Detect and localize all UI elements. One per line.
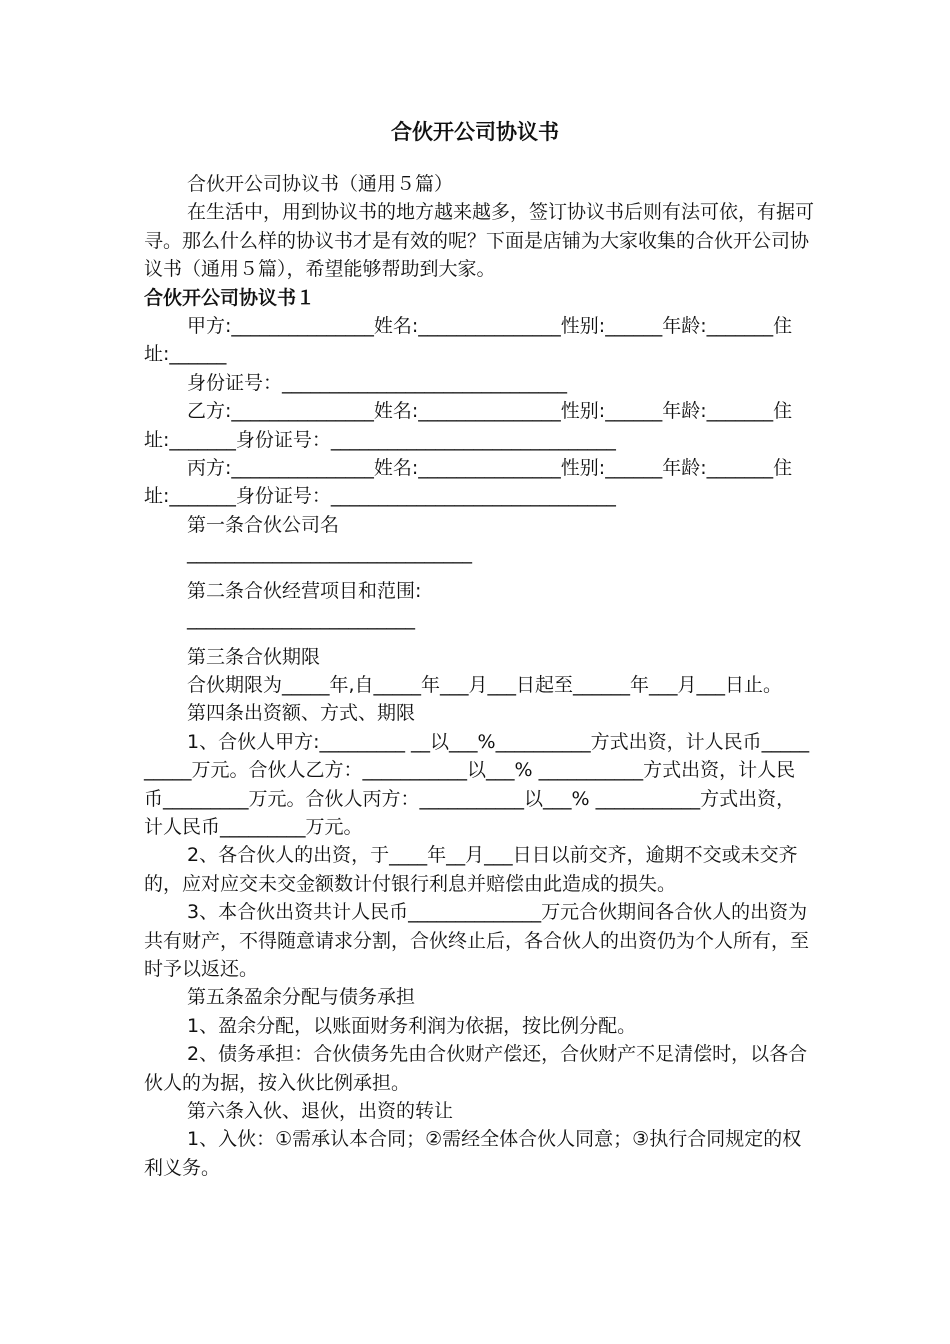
paragraph: 2、各合伙人的出资，于____年__月___日日以前交齐，逾期不交或未交齐的，应对应交未交金额数计付银行利息并赔偿由此造成的损失。 bbox=[144, 844, 798, 895]
paragraph: 第五条盈余分配与债务承担 bbox=[187, 986, 416, 1009]
document-body bbox=[144, 170, 814, 1182]
paragraph: 第四条出资额、方式、期限 bbox=[187, 702, 416, 725]
section-heading: 合伙开公司协议书１ bbox=[144, 286, 316, 309]
paragraph: 在生活中，用到协议书的地方越来越多，签订协议书后则有法可依，有据可寻。那么什么样的协议书才是有效的呢？下面是店铺为大家收集的合伙开公司协议书（通用５篇），希望能够帮助到大家。 bbox=[144, 201, 815, 281]
paragraph: 第六条入伙、退伙，出资的转让 bbox=[187, 1100, 454, 1122]
paragraph: 合伙开公司协议书（通用５篇） bbox=[187, 173, 454, 195]
paragraph: 乙方:_______________姓名:_______________性别:______年龄:_______住址:_______身份证号：______________________________ bbox=[144, 400, 793, 451]
paragraph: 合伙期限为_____年,自_____年___月___日起至______年___月___日止。 bbox=[187, 673, 783, 696]
document-title: 合伙开公司协议书 bbox=[391, 120, 559, 144]
paragraph: 1、合伙人甲方:_________ __以___%__________方式出资，计人民币__________万元。合伙人乙方：___________以___% ___________方式出资，计人民币_________万元。合伙人丙方：___________以___% ___________方式出资，计人民币_________万元。 bbox=[144, 730, 810, 838]
paragraph: 第一条合伙公司名 bbox=[187, 513, 340, 536]
paragraph: 3、本合伙出资共计人民币______________万元合伙期间各合伙人的出资为共有财产，不得随意请求分割，合伙终止后，各合伙人的出资仍为个人所有，至时予以返还。 bbox=[144, 901, 810, 980]
paragraph: 甲方:_______________姓名:_______________性别:______年龄:_______住址:______ bbox=[144, 315, 793, 366]
paragraph: 1、盈余分配，以账面财务利润为依据，按比例分配。 bbox=[187, 1014, 637, 1037]
paragraph: 2、债务承担：合伙债务先由合伙财产偿还，合伙财产不足清偿时，以各合伙人的为据，按入伙比例承担。 bbox=[144, 1043, 808, 1094]
paragraph: 身份证号：______________________________ bbox=[187, 371, 568, 394]
blank-line: ________________________ bbox=[187, 608, 415, 631]
paragraph: 丙方:_______________姓名:_______________性别:______年龄:_______住址:_______身份证号：______________________________ bbox=[144, 457, 793, 508]
paragraph: 1、入伙：①需承认本合同；②需经全体合伙人同意；③执行合同规定的权利义务。 bbox=[144, 1128, 802, 1179]
blank-line: ______________________________ bbox=[187, 542, 472, 565]
paragraph: 第三条合伙期限 bbox=[187, 645, 321, 668]
paragraph: 第二条合伙经营项目和范围: bbox=[187, 579, 422, 602]
